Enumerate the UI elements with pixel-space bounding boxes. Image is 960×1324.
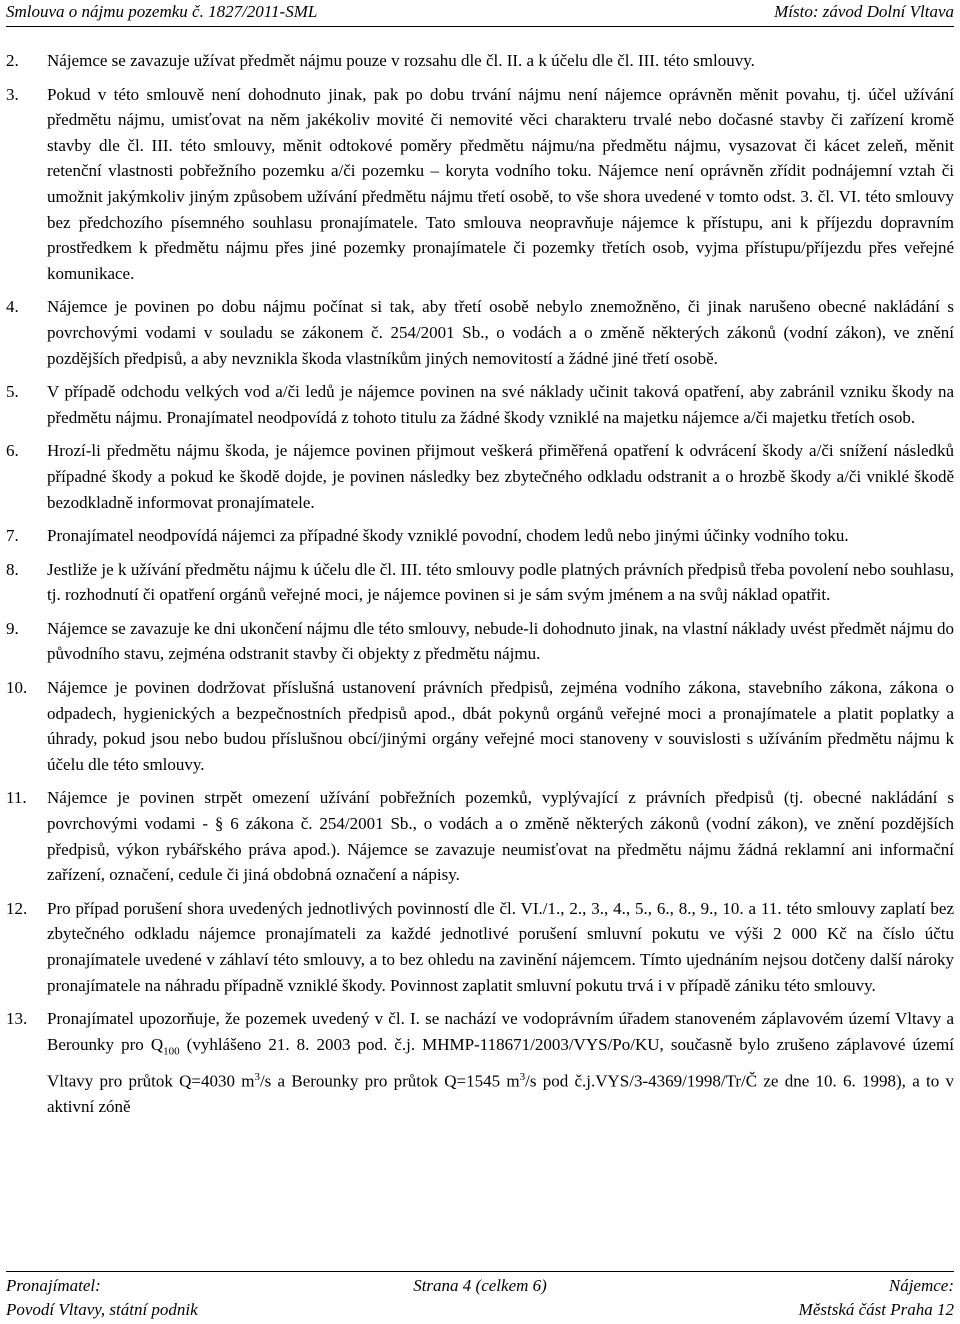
clause-text-part: /s pod č.j.VYS/3-4369/1998/Tr/Č ze dne 10. 6. 1998), a to v aktivní zóně xyxy=(47,1071,954,1117)
clause-number: 3. xyxy=(6,84,19,104)
clause-number: 6. xyxy=(6,441,19,461)
clause-text: Pronajímatel neodpovídá nájemci za případné škody vzniklé povodní, chodem ledů nebo jinými účinky vodního toku. xyxy=(47,526,849,546)
clause-text: Nájemce je povinen dodržovat příslušná ustanovení právních předpisů, zejména vodního zákona, stavebního zákona, zákona o odpadech, hygienických a bezpečnostních předpisů apod., dbát pokynů orgánů veřejné moci a pronajímatele a platit poplatky a úhrady, pokud jsou nebo budou příslušnou obcí/jinými orgány veřejné moci stanoveny v souvislosti s užíváním předmětu nájmu k účelu dle této smlouvy. xyxy=(47,678,954,774)
clause-10 xyxy=(6,675,954,777)
contract-title: Smlouva o nájmu pozemku č. 1827/2011-SML xyxy=(6,2,318,21)
clause-12 xyxy=(6,896,954,998)
lessee-name: Městská část Praha 12 xyxy=(798,1300,954,1319)
clause-number: 4. xyxy=(6,297,19,317)
clause-11 xyxy=(6,785,954,887)
lessor-name: Povodí Vltavy, státní podnik xyxy=(6,1300,198,1319)
clause-7 xyxy=(6,523,954,549)
clause-3 xyxy=(6,82,954,287)
unit-superscript: 3 xyxy=(254,1070,260,1083)
contract-body xyxy=(6,48,954,1128)
lessee-label: Nájemce: xyxy=(888,1276,954,1295)
clause-text: Pro případ porušení shora uvedených jednotlivých povinností dle čl. VI./1., 2., 3., 4., 5., 6., 8., 9., 10. a 11. této smlouvy zaplatí bez zbytečného odkladu nájemce pronajímateli za každé jednotlivé porušení smluvní pokutu ve výši 2 000 Kč na číslo účtu pronajímatele uvedené v záhlaví této smlouvy, a to bez ohledu na zavinění nájemcem. Tímto ujednáním nejsou dotčeny další nároky pronajímatele na náhradu případně vzniklé škody. Povinnost zaplatit smluvní pokutu trvá i v případě zániku této smlouvy. xyxy=(47,898,954,995)
clause-13 xyxy=(6,1006,954,1119)
clause-9 xyxy=(6,616,954,667)
unit-superscript: 3 xyxy=(519,1070,526,1083)
clause-number: 2. xyxy=(6,51,19,70)
location-label: Místo: závod Dolní Vltava xyxy=(774,2,954,21)
clause-text: Nájemce se zavazuje užívat předmět nájmu pouze v rozsahu dle čl. II. a k účelu dle čl. III. této smlouvy. xyxy=(47,51,755,70)
flow-subscript: 100 xyxy=(163,1045,180,1058)
clause-text xyxy=(47,1006,954,1119)
clause-text: Nájemce se zavazuje ke dni ukončení nájmu dle této smlouvy, nebude-li dohodnuto jinak, na vlastní náklady uvést předmět nájmu do původního stavu, zejména odstranit stavby či objekty z předmětu nájmu. xyxy=(47,618,954,664)
page-number: Strana 4 (celkem 6) xyxy=(413,1276,547,1295)
clause-text: Jestliže je k užívání předmětu nájmu k účelu dle čl. III. této smlouvy podle platných právních předpisů třeba povolení nebo souhlasu, tj. rozhodnutí či opatření orgánů veřejné moci, je nájemce povinen si je sám svým jménem a na svůj náklad opatřit. xyxy=(47,559,954,605)
clause-2 xyxy=(6,48,954,74)
clause-text: V případě odchodu velkých vod a/či ledů je nájemce povinen na své náklady učinit taková opatření, aby zabránil vzniku škody na předmětu nájmu. Pronajímatel neodpovídá z tohoto titulu za žádné škody vzniklé na majetku nájemce a/či majetku třetích osob. xyxy=(47,382,954,427)
page-footer xyxy=(6,1271,954,1324)
clause-number: 5. xyxy=(6,382,19,402)
clause-number: 10. xyxy=(6,678,28,698)
clause-5 xyxy=(6,379,954,430)
clause-text: Hrozí-li předmětu nájmu škoda, je nájemce povinen přijmout veškerá přiměřená opatření k odvrácení škody a/či snížení následků případné škody a pokud ke škodě dojde, je povinen následky bez zbytečného odkladu odstranit a o hrozbě škody a/či vniklé škodě bezodkladně informovat pronajímatele. xyxy=(47,441,954,512)
clause-text-part: Pronajímatel upozorňuje, že pozemek uvedený v čl. I. se nachází ve vodoprávním úřadem stanoveném záplavovém území Vltavy a Berounky pro Q xyxy=(47,1009,954,1054)
clause-8 xyxy=(6,557,954,608)
clause-number: 12. xyxy=(6,898,28,918)
clause-text: Pokud v této smlouvě není dohodnuto jinak, pak po dobu trvání nájmu není nájemce oprávněn měnit povahu, tj. účel užívání předmětu nájmu, umisťovat na něm jakékoliv movité či nemovité věci charakteru trvalé nebo dočasné stavby či zařízení kromě stavby dle čl. III. této smlouvy, měnit odtokové poměry předmětu nájmu/na předmětu nájmu, vysazovat či kácet zeleň, měnit retenční vlastnosti pobřežního pozemku a/či pozemku – koryta vodního toku. Nájemce není oprávněn zřídit podnájemní vztah či umožnit jakýmkoliv jiným způsobem užívání předmětu nájmu třetí osobě, to vše shora uvedené v tomto odst. 3. čl. VI. této smlouvy bez předchozího písemného souhlasu pronajímatele. Tato smlouva neopravňuje nájemce k přístupu, ani k příjezdu dopravním prostředkem k předmětu nájmu přes jiné pozemky pronajímatele či pozemky třetích osob, vyjma přístupu/příjezdu přes veřejné komunikace. xyxy=(47,84,954,283)
lessor-label: Pronajímatel: xyxy=(6,1276,101,1295)
clause-6 xyxy=(6,438,954,515)
clause-number: 8. xyxy=(6,559,19,579)
clause-4 xyxy=(6,294,954,371)
page-header xyxy=(6,0,954,27)
clause-text-part: (vyhlášeno 21. 8. 2003 pod. č.j. MHMP-118671/2003/VYS/Po/KU, současně bylo zrušeno záplavové území Vltavy pro průtok Q=4030 m xyxy=(47,1034,954,1091)
clause-number: 13. xyxy=(6,1009,28,1029)
clause-text-part: /s a Berounky pro průtok Q=1545 m xyxy=(259,1071,520,1091)
clause-number: 11. xyxy=(6,788,27,808)
clause-text: Nájemce je povinen po dobu nájmu počínat si tak, aby třetí osobě nebylo znemožněno, či jinak narušeno obecné nakládání s povrchovými vodami v souladu se zákonem č. 254/2001 Sb., o vodách a o změně některých zákonů (vodní zákon), ve znění pozdějších předpisů, a aby nevznikla škoda vlastníkům jiných nemovitostí a žádné jiné třetí osobě. xyxy=(47,297,954,368)
footer-lessee xyxy=(799,1274,954,1322)
clause-number: 7. xyxy=(6,526,19,546)
clause-number: 9. xyxy=(6,618,19,638)
clause-text: Nájemce je povinen strpět omezení užívání pobřežních pozemků, vyplývající z právních předpisů (tj. obecné nakládání s povrchovými vodami - § 6 zákona č. 254/2001 Sb., o vodách a o změně některých zákonů (vodní zákon), ve znění pozdějších předpisů, výkon rybářského práva apod.). Nájemce se zavazuje neumisťovat na předmětu nájmu žádná reklamní ani informační zařízení, označení, cedule či jiná obdobná označení a nápisy. xyxy=(47,788,954,885)
